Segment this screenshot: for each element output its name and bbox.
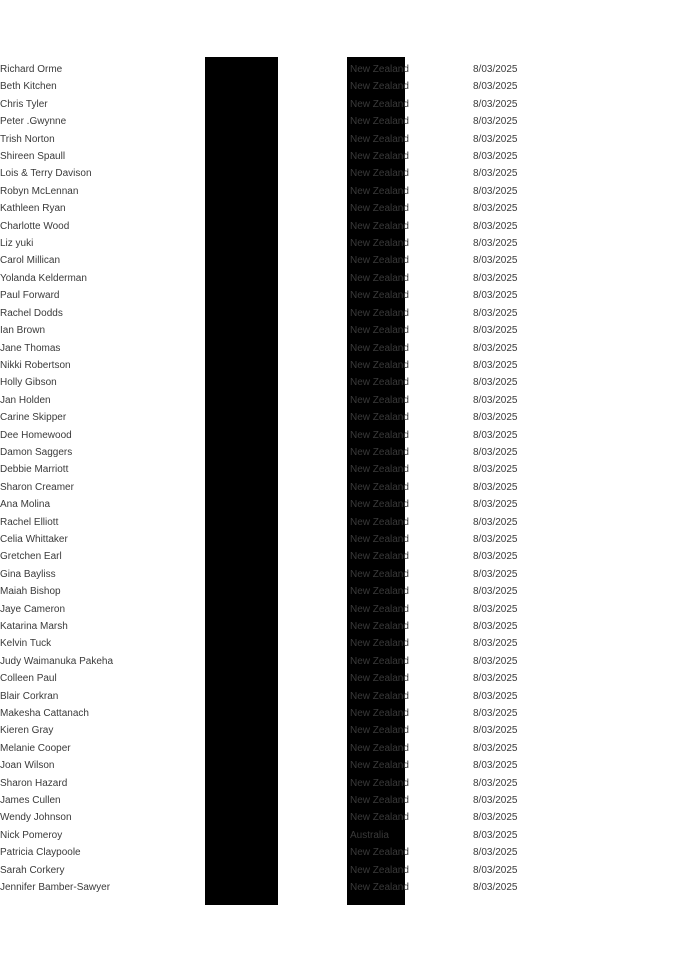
table-row: [0, 183, 675, 200]
cell-date: 8/03/2025: [473, 446, 518, 458]
table-row: [0, 200, 675, 217]
cell-date: 8/03/2025: [473, 812, 518, 824]
table-row: [0, 479, 675, 496]
cell-name: Trish Norton: [0, 133, 55, 145]
table-row: [0, 322, 675, 339]
cell-name: Robyn McLennan: [0, 185, 79, 197]
cell-name: Holly Gibson: [0, 377, 57, 389]
cell-country: New Zealand: [350, 429, 409, 441]
cell-date: 8/03/2025: [473, 795, 518, 807]
cell-name: Dee Homewood: [0, 429, 72, 441]
cell-name: Carine Skipper: [0, 412, 67, 424]
cell-date: 8/03/2025: [473, 272, 518, 284]
cell-date: 8/03/2025: [473, 81, 518, 93]
cell-date: 8/03/2025: [473, 464, 518, 476]
table-row: [0, 705, 675, 722]
cell-name: Kelvin Tuck: [0, 638, 52, 650]
cell-country: New Zealand: [350, 603, 409, 615]
cell-date: 8/03/2025: [473, 203, 518, 215]
cell-country: New Zealand: [350, 220, 409, 232]
cell-country: New Zealand: [350, 342, 409, 354]
cell-country: New Zealand: [350, 290, 409, 302]
cell-date: 8/03/2025: [473, 725, 518, 737]
cell-date: 8/03/2025: [473, 133, 518, 145]
table-row: [0, 879, 675, 896]
cell-country: New Zealand: [350, 377, 409, 389]
cell-name: Jennifer Bamber-Sawyer: [0, 882, 111, 894]
table-row: [0, 618, 675, 635]
cell-name: Melanie Cooper: [0, 742, 71, 754]
cell-country: New Zealand: [350, 725, 409, 737]
cell-country: New Zealand: [350, 533, 409, 545]
cell-name: Patricia Claypoole: [0, 847, 81, 859]
cell-country: New Zealand: [350, 412, 409, 424]
cell-country: New Zealand: [350, 777, 409, 789]
table-row: [0, 461, 675, 478]
cell-name: Carol Millican: [0, 255, 61, 267]
table-row: [0, 688, 675, 705]
table-row: [0, 357, 675, 374]
table-row: [0, 270, 675, 287]
cell-country: New Zealand: [350, 98, 409, 110]
cell-name: Sarah Corkery: [0, 864, 65, 876]
cell-date: 8/03/2025: [473, 220, 518, 232]
cell-country: New Zealand: [350, 638, 409, 650]
cell-name: Celia Whittaker: [0, 533, 68, 545]
cell-country: New Zealand: [350, 325, 409, 337]
cell-name: Makesha Cattanach: [0, 708, 89, 720]
cell-country: New Zealand: [350, 864, 409, 876]
cell-name: Gretchen Earl: [0, 551, 62, 563]
cell-name: Ana Molina: [0, 499, 51, 511]
cell-country: New Zealand: [350, 621, 409, 632]
cell-name: Wendy Johnson: [0, 812, 72, 824]
cell-name: Joan Wilson: [0, 760, 55, 772]
cell-date: 8/03/2025: [473, 359, 518, 371]
cell-name: Debbie Marriott: [0, 464, 69, 476]
cell-date: 8/03/2025: [473, 603, 518, 615]
table-row: [0, 635, 675, 652]
cell-name: Peter .Gwynne: [0, 116, 67, 128]
cell-date: 8/03/2025: [473, 290, 518, 302]
table-row: [0, 340, 675, 357]
cell-date: 8/03/2025: [473, 116, 518, 128]
table-row: [0, 653, 675, 670]
table-row: [0, 862, 675, 879]
table-row: [0, 601, 675, 618]
cell-date: 8/03/2025: [473, 533, 518, 545]
cell-country: New Zealand: [350, 238, 409, 250]
cell-date: 8/03/2025: [473, 638, 518, 650]
table-row: [0, 252, 675, 269]
cell-country: New Zealand: [350, 481, 409, 493]
cell-country: New Zealand: [350, 464, 409, 476]
cell-date: 8/03/2025: [473, 516, 518, 528]
cell-date: 8/03/2025: [473, 551, 518, 563]
cell-country: New Zealand: [350, 673, 409, 685]
cell-country: New Zealand: [350, 812, 409, 824]
table-row: [0, 531, 675, 548]
table-row: [0, 409, 675, 426]
table-row: [0, 165, 675, 182]
cell-country: New Zealand: [350, 272, 409, 284]
cell-name: Nick Pomeroy: [0, 829, 63, 841]
cell-date: 8/03/2025: [473, 429, 518, 441]
cell-date: 8/03/2025: [473, 255, 518, 267]
table-row: [0, 235, 675, 252]
table-row: [0, 566, 675, 583]
record-table-body: [0, 61, 675, 897]
table-row: [0, 514, 675, 531]
table-row: [0, 670, 675, 687]
cell-country: New Zealand: [350, 760, 409, 772]
cell-country: New Zealand: [350, 795, 409, 807]
cell-name: Jane Thomas: [0, 342, 61, 354]
table-row: [0, 757, 675, 774]
cell-name: Colleen Paul: [0, 673, 57, 685]
cell-date: 8/03/2025: [473, 499, 518, 511]
cell-date: 8/03/2025: [473, 882, 518, 894]
cell-name: Liz yuki: [0, 238, 34, 250]
cell-name: Beth Kitchen: [0, 81, 57, 93]
cell-country: New Zealand: [350, 882, 409, 894]
cell-date: 8/03/2025: [473, 673, 518, 685]
cell-date: 8/03/2025: [473, 708, 518, 720]
cell-country: New Zealand: [350, 185, 409, 197]
cell-date: 8/03/2025: [473, 307, 518, 319]
table-row: [0, 305, 675, 322]
cell-country: New Zealand: [350, 64, 409, 75]
cell-country: New Zealand: [350, 655, 409, 667]
table-row: [0, 61, 675, 78]
table-row: [0, 827, 675, 844]
table-row: [0, 496, 675, 513]
cell-country: New Zealand: [350, 359, 409, 371]
cell-name: James Cullen: [0, 795, 61, 807]
table-row: [0, 392, 675, 409]
cell-date: 8/03/2025: [473, 568, 518, 580]
cell-date: 8/03/2025: [473, 621, 518, 632]
cell-country: New Zealand: [350, 516, 409, 528]
cell-name: Paul Forward: [0, 290, 60, 302]
cell-name: Judy Waimanuka Pakeha: [0, 655, 114, 667]
cell-name: Ian Brown: [0, 325, 46, 337]
cell-date: 8/03/2025: [473, 690, 518, 702]
cell-name: Sharon Creamer: [0, 481, 74, 493]
table-row: [0, 374, 675, 391]
cell-date: 8/03/2025: [473, 864, 518, 876]
table-row: [0, 548, 675, 565]
table-row: [0, 148, 675, 165]
cell-date: 8/03/2025: [473, 64, 518, 75]
cell-name: Maiah Bishop: [0, 586, 61, 598]
table-row: [0, 740, 675, 757]
cell-name: Rachel Dodds: [0, 307, 63, 319]
cell-name: Lois & Terry Davison: [0, 168, 92, 180]
cell-date: 8/03/2025: [473, 238, 518, 250]
cell-country: New Zealand: [350, 116, 409, 128]
cell-name: Kathleen Ryan: [0, 203, 66, 215]
table-row: [0, 844, 675, 861]
cell-date: 8/03/2025: [473, 185, 518, 197]
cell-date: 8/03/2025: [473, 342, 518, 354]
cell-name: Yolanda Kelderman: [0, 272, 87, 284]
cell-country: New Zealand: [350, 708, 409, 720]
cell-date: 8/03/2025: [473, 481, 518, 493]
record-table: [0, 61, 675, 897]
table-row: [0, 722, 675, 739]
cell-country: New Zealand: [350, 81, 409, 93]
cell-name: Katarina Marsh: [0, 621, 68, 632]
cell-date: 8/03/2025: [473, 742, 518, 754]
cell-name: Charlotte Wood: [0, 220, 70, 232]
table-row: [0, 287, 675, 304]
cell-date: 8/03/2025: [473, 98, 518, 110]
cell-name: Blair Corkran: [0, 690, 59, 702]
cell-name: Jaye Cameron: [0, 603, 66, 615]
table-row: [0, 792, 675, 809]
cell-country: New Zealand: [350, 586, 409, 598]
table-row: [0, 427, 675, 444]
cell-country: New Zealand: [350, 168, 409, 180]
cell-date: 8/03/2025: [473, 412, 518, 424]
cell-country: New Zealand: [350, 203, 409, 215]
cell-country: New Zealand: [350, 255, 409, 267]
cell-date: 8/03/2025: [473, 829, 518, 841]
cell-country: New Zealand: [350, 446, 409, 458]
cell-country: New Zealand: [350, 151, 409, 163]
cell-country: New Zealand: [350, 847, 409, 859]
table-row: [0, 218, 675, 235]
cell-country: New Zealand: [350, 499, 409, 511]
cell-date: 8/03/2025: [473, 151, 518, 163]
cell-country: New Zealand: [350, 690, 409, 702]
cell-name: Shireen Spaull: [0, 151, 66, 163]
cell-country: New Zealand: [350, 133, 409, 145]
cell-date: 8/03/2025: [473, 777, 518, 789]
cell-date: 8/03/2025: [473, 655, 518, 667]
cell-country: New Zealand: [350, 307, 409, 319]
table-row: [0, 583, 675, 600]
cell-date: 8/03/2025: [473, 168, 518, 180]
cell-name: Damon Saggers: [0, 446, 73, 458]
cell-country: New Zealand: [350, 394, 409, 406]
cell-name: Gina Bayliss: [0, 568, 56, 580]
table-row: [0, 113, 675, 130]
cell-date: 8/03/2025: [473, 847, 518, 859]
cell-country: New Zealand: [350, 742, 409, 754]
table-row: [0, 96, 675, 113]
cell-date: 8/03/2025: [473, 394, 518, 406]
cell-date: 8/03/2025: [473, 586, 518, 598]
table-row: [0, 809, 675, 826]
cell-country: New Zealand: [350, 568, 409, 580]
cell-name: Sharon Hazard: [0, 777, 68, 789]
table-row: [0, 78, 675, 95]
cell-name: Richard Orme: [0, 64, 63, 75]
cell-date: 8/03/2025: [473, 377, 518, 389]
cell-name: Chris Tyler: [0, 98, 48, 110]
cell-date: 8/03/2025: [473, 760, 518, 772]
cell-name: Jan Holden: [0, 394, 51, 406]
table-row: [0, 131, 675, 148]
cell-name: Rachel Elliott: [0, 516, 59, 528]
table-row: [0, 775, 675, 792]
cell-date: 8/03/2025: [473, 325, 518, 337]
cell-name: Kieren Gray: [0, 725, 54, 737]
cell-country: New Zealand: [350, 551, 409, 563]
table-row: [0, 444, 675, 461]
cell-name: Nikki Robertson: [0, 359, 71, 371]
cell-country: Australia: [350, 829, 389, 841]
